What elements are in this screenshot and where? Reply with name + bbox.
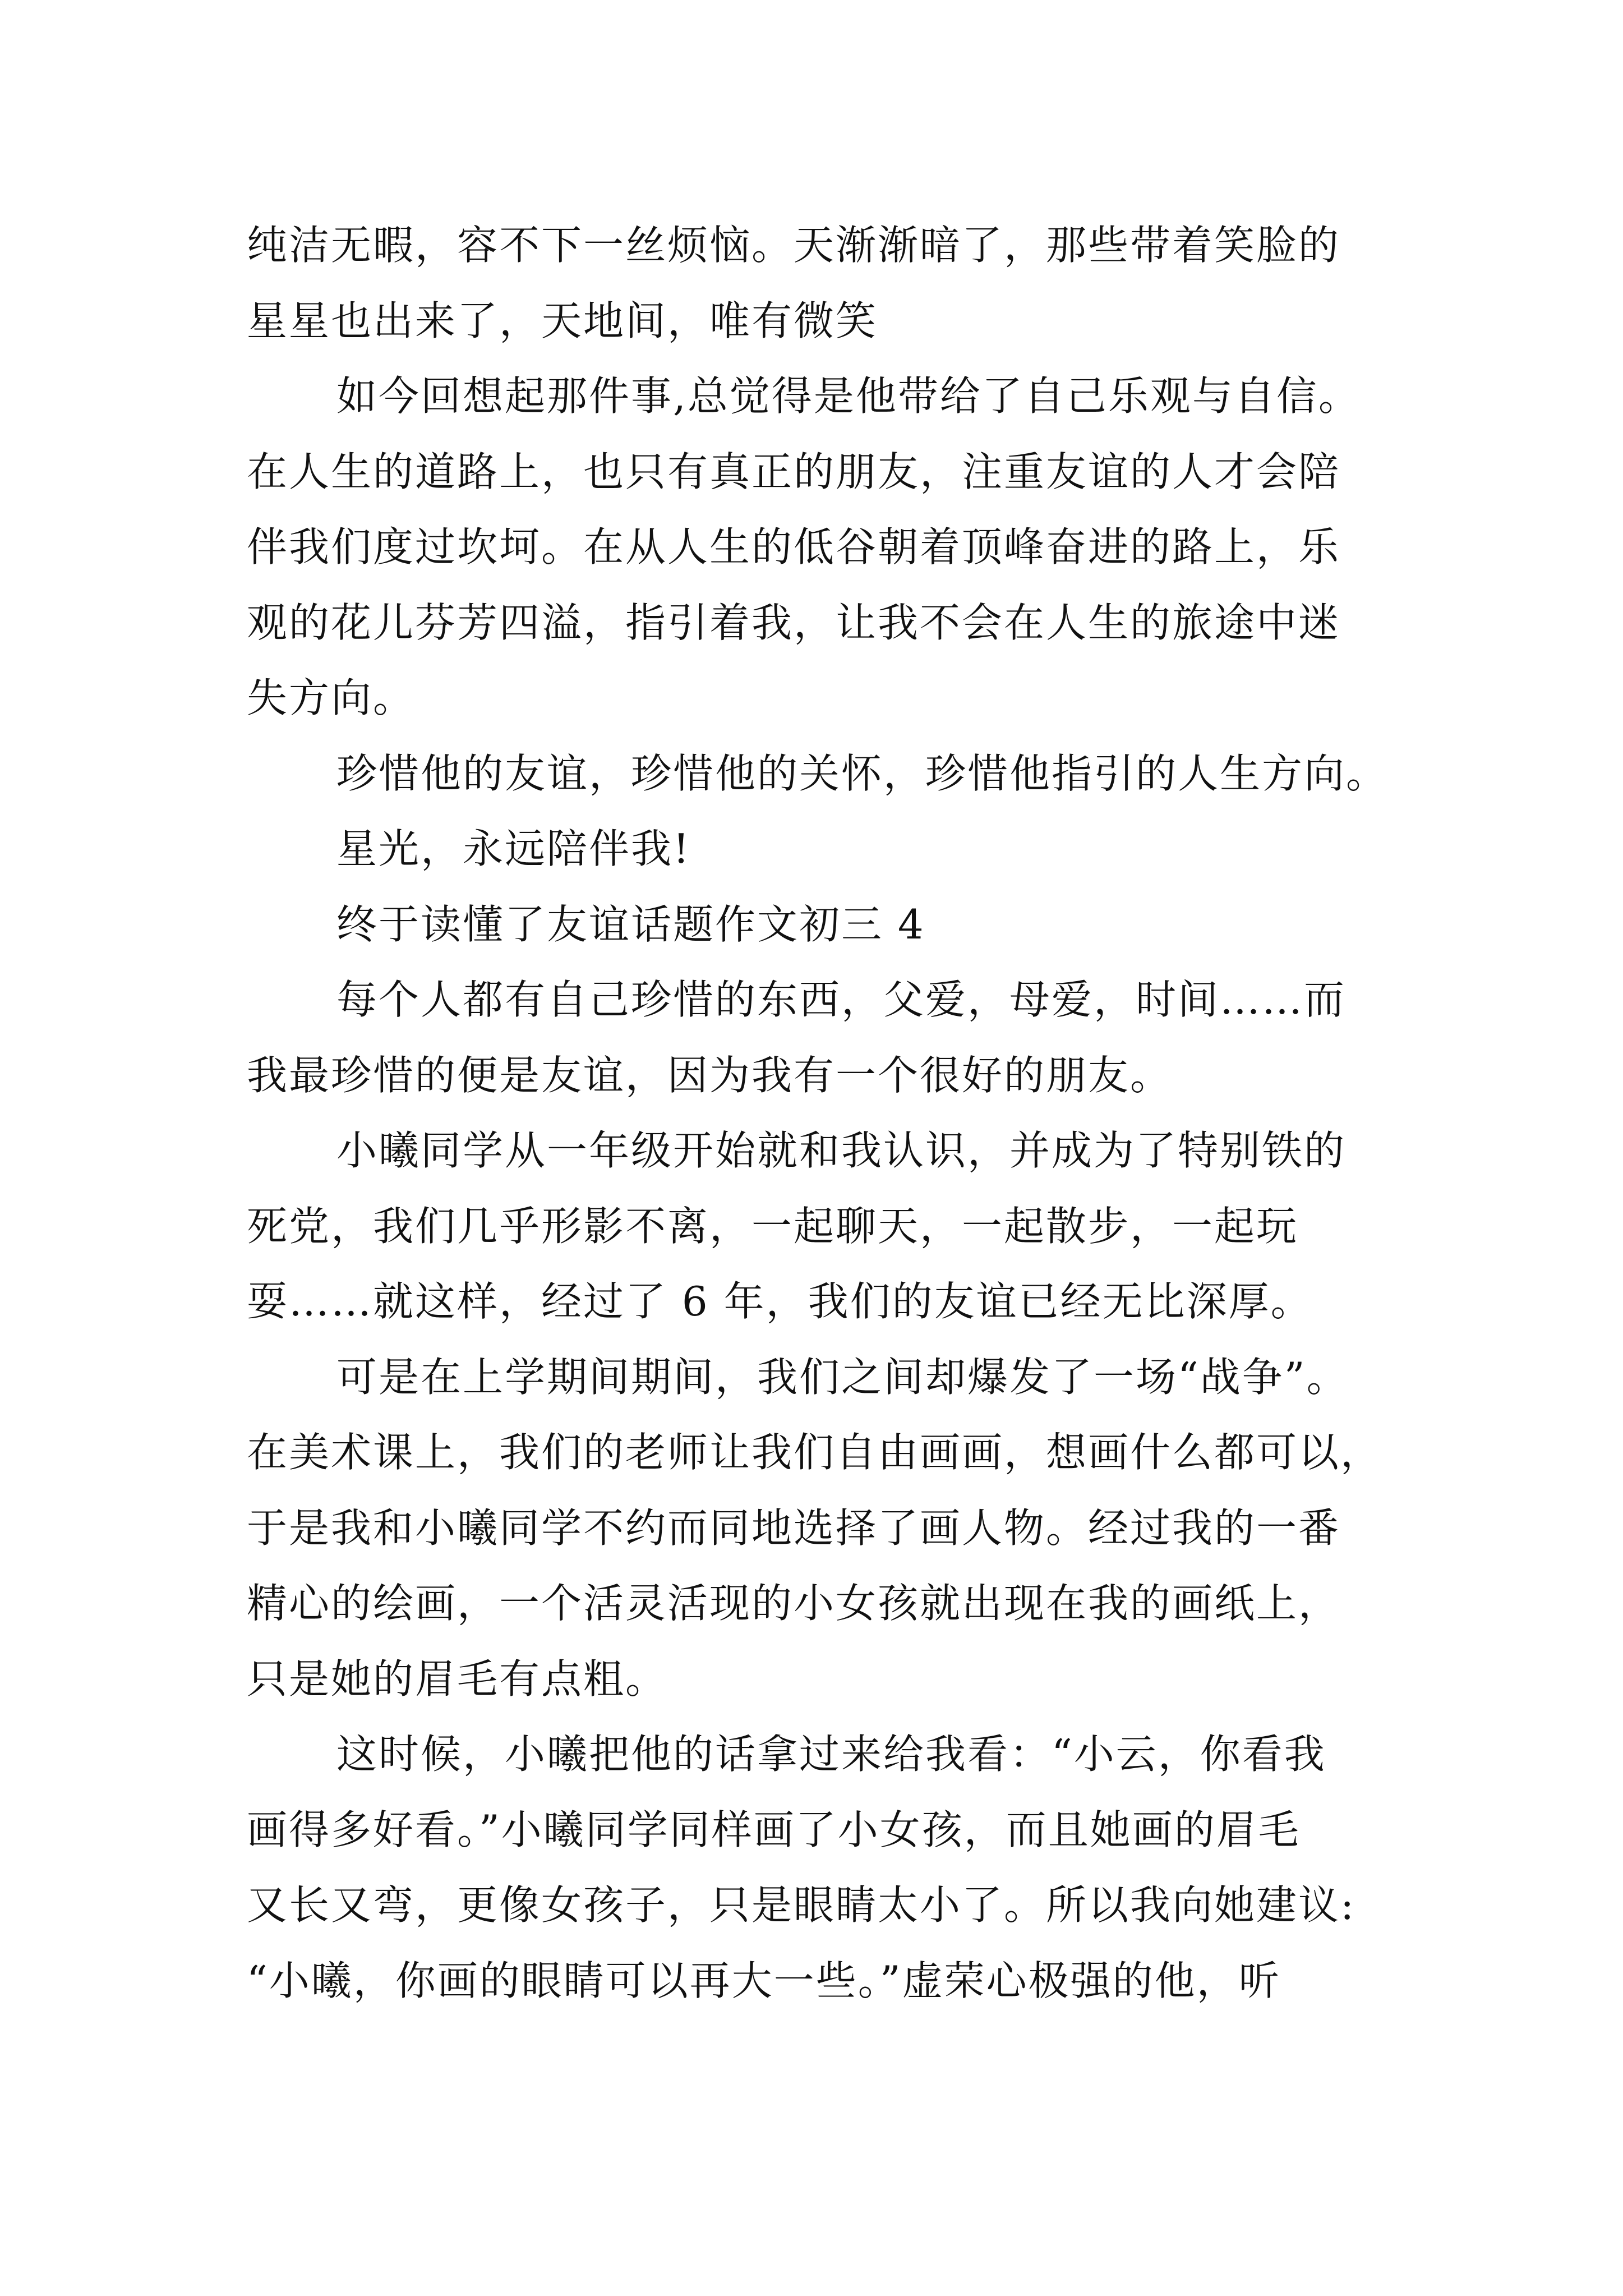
paragraph-line: 可是在上学期间期间，我们之间却爆发了一场“战争”。 — [336, 1354, 1349, 1401]
paragraph-line: 画得多好看。”小曦同学同样画了小女孩，而且她画的眉毛 — [247, 1806, 1301, 1853]
paragraph-line: “小曦，你画的眼睛可以再大一些。”虚荣心极强的他，听 — [247, 1957, 1281, 2004]
paragraph-line: 我最珍惜的便是友谊，因为我有一个很好的朋友。 — [247, 1052, 1173, 1099]
paragraph-line: 珍惜他的友谊，珍惜他的关怀，珍惜他指引的人生方向。 — [336, 750, 1389, 797]
paragraph-line: 在人生的道路上，也只有真正的朋友，注重友谊的人才会陪 — [247, 448, 1341, 495]
paragraph-line: 纯洁无暇，容不下一丝烦恼。天渐渐暗了，那些带着笑脸的 — [247, 222, 1341, 269]
paragraph-line: 在美术课上，我们的老师让我们自由画画，想画什么都可以， — [247, 1429, 1383, 1476]
paragraph-line: 耍……就这样，经过了 6 年，我们的友谊已经无比深厚。 — [247, 1278, 1313, 1325]
paragraph-line: 又长又弯，更像女孩子，只是眼睛太小了。所以我向她建议: — [247, 1881, 1356, 1929]
paragraph-line: 只是她的眉毛有点粗。 — [247, 1655, 668, 1703]
paragraph-line: 星光，永远陪伴我! — [336, 825, 691, 872]
paragraph-line: 星星也出来了，天地间，唯有微笑 — [247, 297, 878, 344]
paragraph-line: 观的花儿芬芳四溢，指引着我，让我不会在人生的旅途中迷 — [247, 599, 1341, 646]
paragraph-line: 精心的绘画，一个活灵活现的小女孩就出现在我的画纸上， — [247, 1580, 1341, 1627]
paragraph-line: 如今回想起那件事,总觉得是他带给了自己乐观与自信。 — [336, 372, 1361, 420]
paragraph-line: 这时候，小曦把他的话拿过来给我看：“小云，你看我 — [336, 1731, 1326, 1778]
paragraph-line: 死党，我们几乎形影不离，一起聊天，一起散步，一起玩 — [247, 1203, 1299, 1250]
paragraph-line: 失方向。 — [247, 674, 416, 721]
paragraph-line: 于是我和小曦同学不约而同地选择了画人物。经过我的一番 — [247, 1504, 1341, 1552]
paragraph-line: 小曦同学从一年级开始就和我认识，并成为了特别铁的 — [336, 1127, 1347, 1174]
paragraph-line: 每个人都有自己珍惜的东西，父爱，母爱，时间……而 — [336, 976, 1347, 1023]
section-heading: 终于读懂了友谊话题作文初三 4 — [336, 901, 925, 948]
paragraph-line: 伴我们度过坎坷。在从人生的低谷朝着顶峰奋进的路上，乐 — [247, 523, 1341, 570]
